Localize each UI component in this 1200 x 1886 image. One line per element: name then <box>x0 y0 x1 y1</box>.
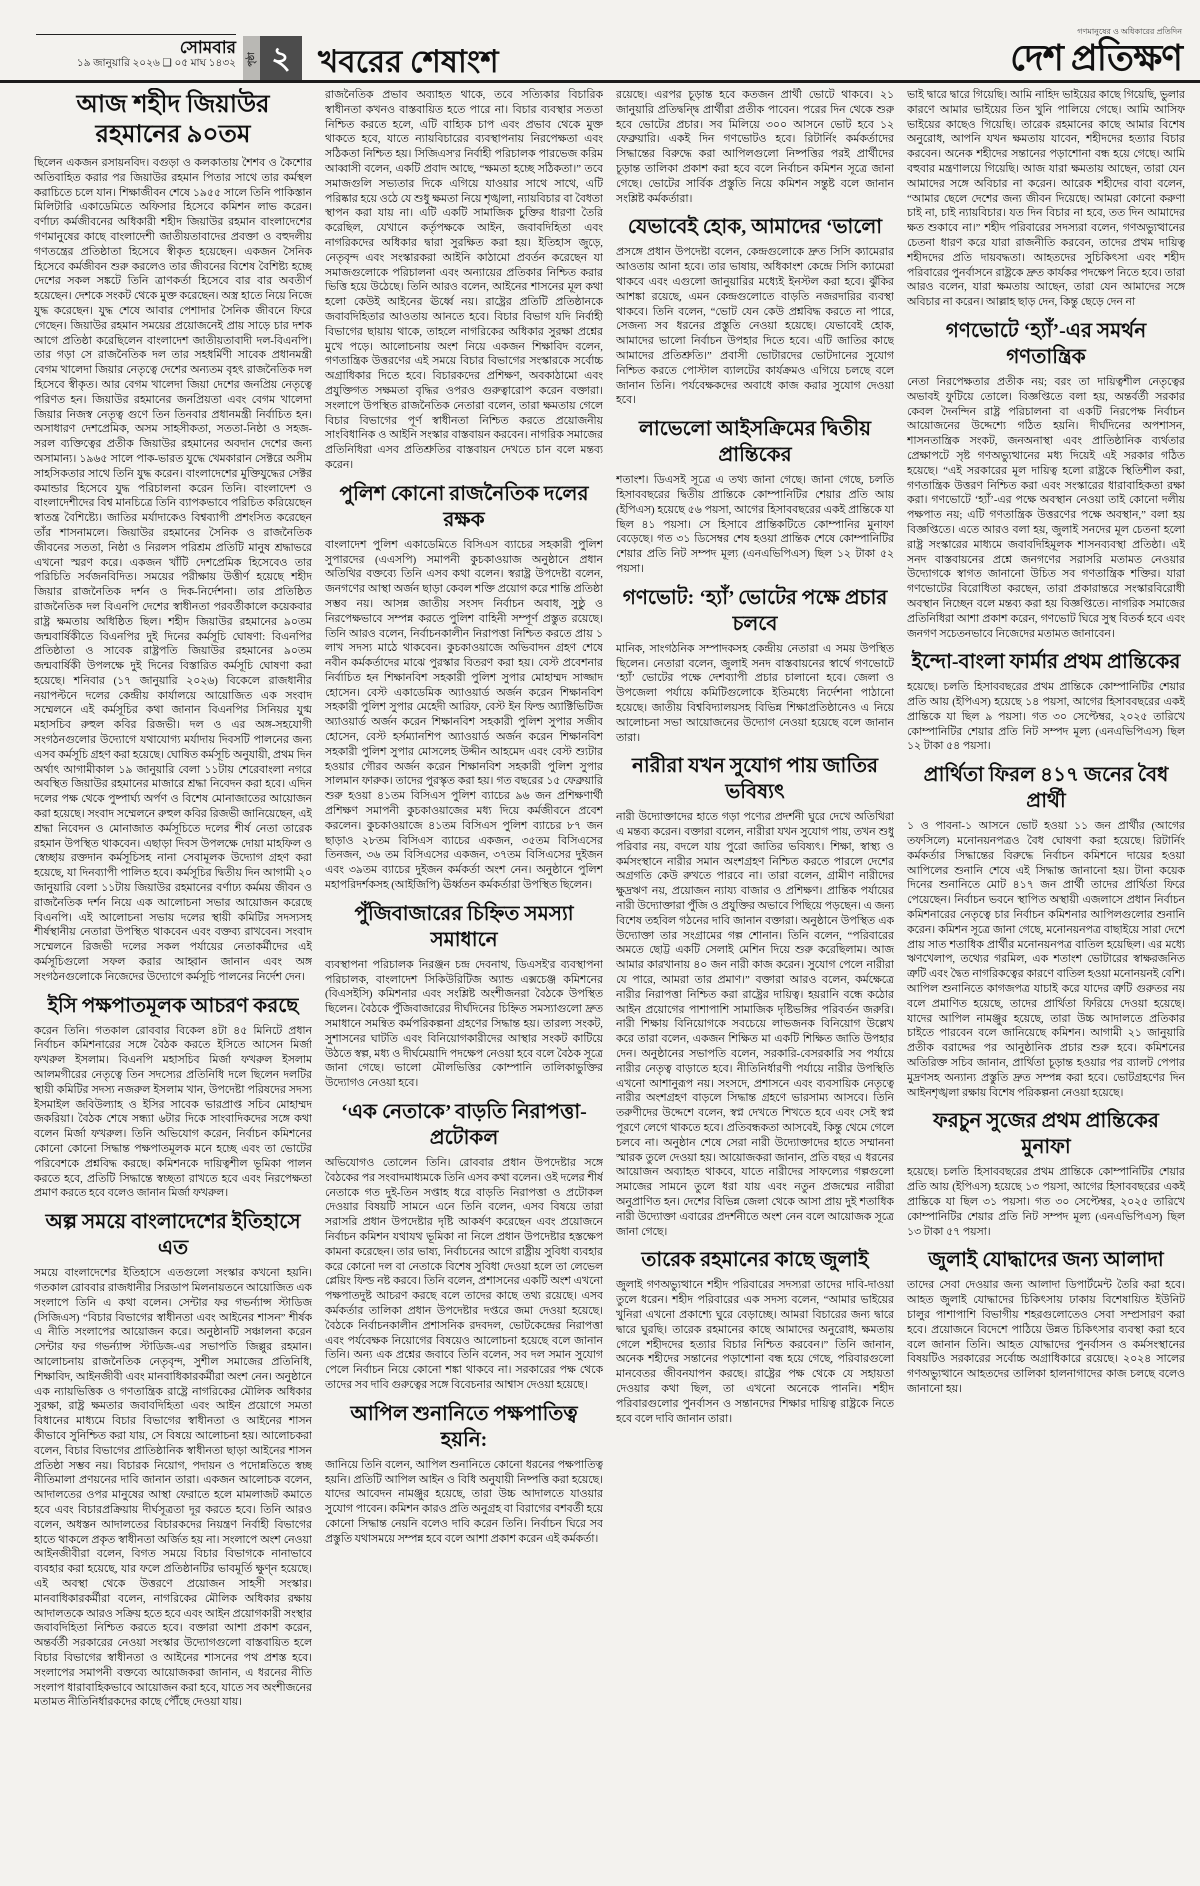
article-paragraph: ভাই দ্বারে দ্বারে গিয়েছি। আমি নাহিদ ভাইয়ের কাছে গিয়েছি, ভুলার কারণে আমার ভাইয়ের তিন খুনি পালিয়ে গেছে। আমি আসিফ ভাইয়ের কাছেও গিয়েছি। তারেক রহমানের কাছে আমার বিশেষ অনুরোধ, আপনি যখন ক্ষমতায় যাবেন, শহীদদের হত্যার বিচার করবেন। অনেক শহীদের সন্তানের পড়াশোনা বন্ধ হয়ে গেছে। আমি বহুবার মন্ত্রণালয়ে গিয়েছি। আজ যারা ক্ষমতায় আছেন, তারা যেন আমাদের সঙ্গে অবিচার না করেন। আরেক শহীদের বাবা বলেন, “আমার ছেলে দেশের জন্য জীবন দিয়েছে। আমরা কোনো করুণা চাই না, চাই ন্যায়বিচার। যত দিন বিচার না হবে, তত দিন আমাদের ক্ষত শুকাবে না।” শহীদ পরিবারের সদস্যরা বলেন, গণঅভ্যুত্থানের চেতনা ধারণ করে যারা রাজনীতি করবেন, তাদের প্রথম দায়িত্ব শহীদদের প্রতি দায়বদ্ধতা। আহতদের সুচিকিৎসা এবং শহীদ পরিবারের পুনর্বাসনে রাষ্ট্রকে দ্রুত কার্যকর পদক্ষেপ নিতে হবে। তারা আরও বলেন, যারা ক্ষমতায় আছেন, তারা যেন আমাদের সঙ্গে অবিচার না করেন। আল্লাহ ছাড় দেন, কিন্তু ছেড়ে দেন না <box>907 89 1185 309</box>
article-paragraph: অভিযোগও তোলেন তিনি। রোববার প্রধান উপদেষ্টার সঙ্গে বৈঠকের পর সংবাদমাধ্যমকে তিনি এসব কথা বলেন। ওই দলের শীর্ষ নেতাকে গত দুই-তিন সপ্তাহ ধরে বাড়তি নিরাপত্তা ও প্রটোকল দেওয়ার বিষয়টি সামনে এনে তিনি বলেন, এসব বিষয়ে তারা সরাসরি প্রধান উপদেষ্টার দৃষ্টি আকর্ষণ করেছেন এবং প্রয়োজনে নির্বাচন কমিশন যথাযথ ভূমিকা না নিলে প্রধান উপদেষ্টার হস্তক্ষেপ কামনা করেছেন। তার ভাষ্য, নির্বাচনের আগে রাষ্ট্রীয় সুবিধা ব্যবহার করে কোনো দল বা নেতাকে বিশেষ সুবিধা দেওয়া হলে তা লেভেল প্লেয়িং ফিল্ড নষ্ট করবে। তিনি বলেন, প্রশাসনের একটি অংশ এখনো পক্ষপাতদুষ্ট আচরণ করছে বলে তাদের কাছে তথ্য রয়েছে। এসব কর্মকর্তার তালিকা প্রধান উপদেষ্টার দপ্তরে জমা দেওয়া হয়েছে। বৈঠকে নির্বাচনকালীন প্রশাসনিক রদবদল, ভোটকেন্দ্রের নিরাপত্তা এবং পর্যবেক্ষক নিয়োগের বিষয়েও আলোচনা হয়েছে বলে জানান তিনি। অন্য এক প্রশ্নের জবাবে তিনি বলেন, সব দল সমান সুযোগ পেলে নির্বাচন নিয়ে কোনো শঙ্কা থাকবে না। সরকারের পক্ষ থেকে তাদের সব দাবি গুরুত্বের সঙ্গে বিবেচনার আশ্বাস দেওয়া হয়েছে। <box>325 1157 603 1391</box>
article-columns <box>34 88 1186 1880</box>
page-number: ২ <box>260 36 302 82</box>
article-paragraph: ছিলেন একজন রসায়নবিদ। বগুড়া ও কলকাতায় শৈশব ও কৈশোর অতিবাহিত করার পর জিয়াউর রহমান পিতার সাথে তার কর্মস্থল করাচিতে চলে যান। শিক্ষাজীবন শেষে ১৯৫৫ সালে তিনি পাকিস্তান মিলিটারি একাডেমিতে অফিসার হিসেবে কমিশন লাভ করেন। বর্ণাঢ্য কর্মজীবনের অধিকারী শহীদ জিয়াউর রহমান বাংলাদেশের গণমানুষের কাছে বাংলাদেশী জাতীয়তাবাদের প্রবক্তা ও বহুদলীয় গণতন্ত্রের প্রতিষ্ঠাতা হিসেবে স্বীকৃত হয়েছেন। একজন সৈনিক হিসেবে কর্মজীবন শুরু করলেও তার জীবনের বিশেষ বৈশিষ্ট্য হচ্ছে দেশের সকল সঙ্কটে তিনি ত্রাণকর্তা হিসেবে বার বার অবতীর্ণ হয়েছেন। দেশকে সংকট থেকে মুক্ত করেছেন। অস্ত্র হাতে নিয়ে নিজে যুদ্ধ করেছেন। যুদ্ধ শেষে আবার পেশাদার সৈনিক জীবনে ফিরে গেছেন। জিয়াউর রহমান সময়ের প্রয়োজনেই প্রায় সাড়ে চার দশক আগে প্রতিষ্ঠা করেছিলেন বাংলাদেশ জাতীয়তাবাদী দল-বিএনপি। তার গড়া সে রাজনৈতিক দল তার সহধর্মিণী সাবেক প্রধানমন্ত্রী বেগম খালেদা জিয়ার নেতৃত্বে দেশের অন্যতম বৃহৎ রাজনৈতিক দল হিসেবে স্বীকৃত। আর বেগম খালেদা জিয়া দেশের জনপ্রিয় নেতৃত্বে পরিণত হন। জিয়াউর রহমানের জনপ্রিয়তা এবং বেগম খালেদা জিয়ার নিজস্ব নেতৃত্ব গুণে তিন তিনবার প্রধানমন্ত্রী নির্বাচিত হন। অসাধারণ দেশপ্রেমিক, অসম সাহসীকতা, সততা-নিষ্ঠা ও সহজ-সরল ব্যক্তিত্বের প্রতীক জিয়াউর রহমানের অবদান দেশের জন্য অসামান্য। ১৯৬৫ সালে পাক-ভারত যুদ্ধে খেমকারান সেক্টরে অসীম সাহসিকতার সাথে তিনি যুদ্ধ করেন। বাংলাদেশের মুক্তিযুদ্ধের সেক্টর কমান্ডার হিসেবে যুদ্ধ পরিচালনা করেন তিনি। বাংলাদেশ ও বাংলাদেশীদের বিশ্ব মানচিত্রে তিনি ব্যাপকভাবে পরিচিত করিয়েছেন স্বাতন্ত্র বৈশিষ্ট্যে। জাতির মর্যাদাকেও বিশ্বব্যাপী প্রশংসিত করেছেন তাঁর শাসনামলে। জিয়াউর রহমানের সৈনিক ও রাজনৈতিক জীবনের সততা, নিষ্ঠা ও নিরলস পরিশ্রম প্রতিটি মানুষ শ্রদ্ধাভরে এখনো স্মরণ করে। একজন খাঁটি দেশপ্রেমিক হিসেবেও তার পরিচিতি সর্বজনবিদিত। সময়ের পরীক্ষায় উত্তীর্ণ হয়েছে শহীদ জিয়ার রাজনৈতিক দর্শন ও দিক-নির্দেশনা। তার প্রতিষ্ঠিত রাজনৈতিক দল বিএনপি দেশের স্বাধীনতা পরবর্তীকালে কয়েকবার রাষ্ট্র ক্ষমতায় অধিষ্ঠিত ছিল। শহীদ জিয়াউর রহমানের ৯০তম জন্মবার্ষিকীতে বিএনপির দুই দিনের কর্মসূচি ঘোষণা: বিএনপির প্রতিষ্ঠাতা ও সাবেক রাষ্ট্রপতি জিয়াউর রহমানের ৯০তম জন্মবার্ষিকী উপলক্ষে দুই দিনের বিস্তারিত কর্মসূচি ঘোষণা করা হয়েছে। শনিবার (১৭ জানুয়ারি ২০২৬) বিকেলে রাজধানীর নয়াপল্টনে দলের কেন্দ্রীয় কার্যালয়ে আয়োজিত এক সংবাদ সম্মেলনে এই কর্মসূচির কথা জানান বিএনপির সিনিয়র যুগ্ম মহাসচিব রুহুল কবির রিজভী। দল ও এর অঙ্গ-সহযোগী সংগঠনগুলোর উদ্যোগে যথাযোগ্য মর্যাদায় দিবসটি পালনের জন্য এসব কর্মসূচি গ্রহণ করা হয়েছে। ঘোষিত কর্মসূচি অনুযায়ী, প্রথম দিন অর্থাৎ আগামীকাল ১৯ জানুয়ারি বেলা ১১টায় শেরেবাংলা নগরে অবস্থিত জিয়াউর রহমানের মাজারে শ্রদ্ধা নিবেদন করা হবে। এদিন দলের পক্ষ থেকে পুষ্পার্ঘ্য অর্পণ ও বিশেষ মোনাজাতের আয়োজন করা হয়েছে। সংবাদ সম্মেলনে রুহুল কবির রিজভী জানিয়েছেন, এই শ্রদ্ধা নিবেদন ও মোনাজাত কর্মসূচিতে দলের শীর্ষ নেতা তারেক রহমান উপস্থিত থাকবেন। এছাড়া দিবস উপলক্ষে দোয়া মাহফিল ও স্বেচ্ছায় রক্তদান কর্মসূচিসহ নানা সেবামূলক উদ্যোগ গ্রহণ করা হয়েছে, যা দিনব্যাপী পালিত হবে। কর্মসূচির দ্বিতীয় দিন আগামী ২০ জানুয়ারি বেলা ১১টায় জিয়াউর রহমানের বর্ণাঢ্য কর্মময় জীবন ও রাজনৈতিক দর্শন নিয়ে এক আলোচনা সভার আয়োজন করেছে বিএনপি। এই আলোচনা সভায় দলের স্থায়ী কমিটির সদস্যসহ শীর্ষস্থানীয় নেতারা উপস্থিত থাকবেন এবং বক্তব্য রাখবেন। সংবাদ সম্মেলনে রিজভী দলের সকল পর্যায়ের নেতাকর্মীদের এই কর্মসূচিগুলো সফল করার আহ্বান জানান এবং অঙ্গ সংগঠনগুলোকে নিজেদের উদ্যোগে কর্মসূচি পালনের নির্দেশ দেন। <box>34 157 312 983</box>
weekday-label: সোমবার <box>179 38 236 57</box>
article-subhead: লাভেলো আইসক্রিমের দ্বিতীয় প্রান্তিকের <box>638 418 872 467</box>
article-paragraph: জুলাই গণঅভ্যুত্থানে শহীদ পরিবারের সদস্যরা তাদের দাবি-দাওয়া তুলে ধরেন। শহীদ পরিবারের এক সদস্য বলেন, “আমার ভাইয়ের খুনিরা এখনো প্রকাশ্যে ঘুরে বেড়াচ্ছে। আমরা বিচারের জন্য দ্বারে দ্বারে ঘুরছি। তারেক রহমানের কাছে আমাদের অনুরোধ, ক্ষমতায় গেলে শহীদদের হত্যার বিচার নিশ্চিত করবেন।” তিনি জানান, অনেক শহীদের সন্তানের পড়াশোনা বন্ধ হয়ে গেছে, পরিবারগুলো মানবেতর জীবনযাপন করছে। রাষ্ট্রের পক্ষ থেকে যে সহায়তা দেওয়ার কথা ছিল, তা এখনো অনেকে পাননি। শহীদ পরিবারগুলোর পুনর্বাসন ও সন্তানদের শিক্ষার দায়িত্ব রাষ্ট্রকে নিতে হবে বলে দাবি জানান তারা। <box>616 1279 894 1425</box>
section-title: খবরের শেষাংশ <box>318 44 499 79</box>
date-block <box>36 34 236 70</box>
page-word-strip <box>243 36 260 82</box>
article-paragraph: তাদের সেবা দেওয়ার জন্য আলাদা ডিপার্টমেন্ট তৈরি করা হবে। আহত জুলাই যোদ্ধাদের চিকিৎসায় ঢাকায় বিশেষায়িত ইউনিট চালুর পাশাপাশি বিভাগীয় শহরগুলোতেও সেবা সম্প্রসারণ করা হবে। প্রয়োজনে বিদেশে পাঠিয়ে উন্নত চিকিৎসার ব্যবস্থা করা হবে বলে জানান তিনি। আহত যোদ্ধাদের পুনর্বাসন ও কর্মসংস্থানের বিষয়টিও সরকারের সর্বোচ্চ অগ্রাধিকারে রয়েছে। ২০২৪ সালের গণঅভ্যুত্থানে আহতদের তালিকা হালনাগাদের কাজ চলছে বলেও জানানো হয়। <box>907 1279 1185 1395</box>
article-paragraph: সময়ে বাংলাদেশের ইতিহাসে এতগুলো সংস্কার কখনো হয়নি। গতকাল রোববার রাজধানীর সিরডাপ মিলনায়তনে আয়োজিত এক সংলাপে তিনি এ কথা বলেন। সেন্টার ফর গভর্ন্যান্স স্টাডিজ (সিজিএস) “বিচার বিভাগের স্বাধীনতা এবং আইনের শাসন” শীর্ষক এ নীতি সংলাপের আয়োজন করে। অনুষ্ঠানটি সঞ্চালনা করেন সেন্টার ফর গভর্ন্যান্স স্টাডিজ-এর সভাপতি জিল্লুর রহমান। আলোচনায় রাজনৈতিক নেতৃবৃন্দ, সুশীল সমাজের প্রতিনিধি, শিক্ষাবিদ, আইনজীবী এবং মানবাধিকারকর্মীরা অংশ নেন। অনুষ্ঠানে এক ন্যায়ভিত্তিক ও গণতান্ত্রিক রাষ্ট্রে নাগরিকের মৌলিক অধিকার সুরক্ষা, রাষ্ট্র ক্ষমতার জবাবদিহিতা এবং আইন প্রয়োগে সমতা বিধানের মাধ্যমে বিচার বিভাগের স্বাধীনতা ও আইনের শাসন কীভাবে সুনিশ্চিত করা যায়, সে বিষয়ে আলোচনা হয়। আলোচকরা বলেন, বিচার বিভাগের প্রাতিষ্ঠানিক স্বাধীনতা ছাড়া আইনের শাসন প্রতিষ্ঠা সম্ভব নয়। বিচারক নিয়োগ, পদায়ন ও পদোন্নতিতে স্বচ্ছ নীতিমালা প্রণয়নের দাবি জানান তারা। একজন আলোচক বলেন, আদালতের ওপর মানুষের আস্থা ফেরাতে হলে মামলাজট কমাতে হবে এবং বিচারপ্রক্রিয়ায় দীর্ঘসূত্রতা দূর করতে হবে। তিনি আরও বলেন, অধস্তন আদালতের বিচারকদের নিয়ন্ত্রণ নির্বাহী বিভাগের হাতে থাকলে প্রকৃত স্বাধীনতা অর্জিত হয় না। সংলাপে অংশ নেওয়া আইনজীবীরা বলেন, বিগত সময়ে বিচার বিভাগকে নানাভাবে ব্যবহার করা হয়েছে, যার ফলে প্রতিষ্ঠানটির ভাবমূর্তি ক্ষুণ্ন হয়েছে। এই অবস্থা থেকে উত্তরণে প্রয়োজন সাহসী সংস্কার। মানবাধিকারকর্মীরা বলেন, নাগরিকের মৌলিক অধিকার রক্ষায় আদালতকে আরও সক্রিয় হতে হবে এবং আইন প্রয়োগকারী সংস্থার জবাবদিহিতা নিশ্চিত করতে হবে। বক্তারা আশা প্রকাশ করেন, অন্তর্বর্তী সরকারের নেওয়া সংস্কার উদ্যোগগুলো বাস্তবায়িত হলে বিচার বিভাগের স্বাধীনতা ও আইনের শাসনের পথ প্রশস্ত হবে। সংলাপের সমাপনী বক্তব্যে আয়োজকরা জানান, এ ধরনের নীতি সংলাপ ধারাবাহিকভাবে আয়োজন করা হবে, যাতে সব অংশীজনের মতামত নীতিনির্ধারকদের কাছে পৌঁছে দেওয়া যায়। <box>34 1267 312 1709</box>
masthead <box>0 0 1200 82</box>
article-paragraph: শতাংশ। ডিএসই সূত্রে এ তথ্য জানা গেছে। জানা গেছে, চলতি হিসাববছরের দ্বিতীয় প্রান্তিকে কোম্পানিটির শেয়ার প্রতি আয় (ইপিএস) হয়েছে ৫৬ পয়সা, আগের হিসাববছরের একই প্রান্তিকে যা ছিল ৪১ পয়সা। সে হিসাবে প্রান্তিকটিতে কোম্পানির মুনাফা বেড়েছে। গত ৩১ ডিসেম্বর শেষ হওয়া প্রান্তিক শেষে কোম্পানিটির শেয়ার প্রতি নিট সম্পদ মূল্য (এনএভিপিএস) ছিল ১২ টাকা ৫২ পয়সা। <box>616 474 894 575</box>
column-4 <box>907 88 1185 1880</box>
article-subhead: ইন্দো-বাংলা ফার্মার প্রথম প্রান্তিকের <box>911 651 1181 674</box>
article-paragraph: ব্যবস্থাপনা পরিচালক নিরঞ্জন চন্দ্র দেবনাথ, ডিএসই'র ব্যবস্থাপনা পরিচালক, বাংলাদেশ সিকিউরিটিজ অ্যান্ড এক্সচেঞ্জ কমিশনের (বিএসইসি) কমিশনার এবং সংশ্লিষ্ট অংশীজনরা বৈঠকে উপস্থিত ছিলেন। বৈঠকে পুঁজিবাজারের দীর্ঘদিনের চিহ্নিত সমস্যাগুলো দ্রুত সমাধানে সমন্বিত কর্মপরিকল্পনা গ্রহণের সিদ্ধান্ত হয়। তারল্য সংকট, সুশাসনের ঘাটতি এবং বিনিয়োগকারীদের আস্থার সংকট কাটিয়ে উঠতে স্বল্প, মধ্য ও দীর্ঘমেয়াদি পদক্ষেপ নেওয়া হবে বলে বৈঠক সূত্রে জানা গেছে। ভালো মৌলভিত্তির কোম্পানি তালিকাভুক্তির উদ্যোগও নেওয়া হবে। <box>325 958 603 1090</box>
article-subhead: প্রার্থিতা ফিরল ৪১৭ জনের বৈধ প্রার্থী <box>923 764 1169 813</box>
article-paragraph: ১ ও পাবনা-১ আসনে ভোট হওয়া ১১ জন প্রার্থীর (আগের তফসিলে) মনোনয়নপত্রও বৈধ ঘোষণা করা হয়েছে। রিটার্নিং কর্মকর্তার সিদ্ধান্তের বিরুদ্ধে নির্বাচন কমিশনে দায়ের হওয়া আপিলের শুনানি শেষে এই সিদ্ধান্ত জানানো হয়। টানা কয়েক দিনের শুনানিতে মোট ৪১৭ জন প্রার্থী তাদের প্রার্থিতা ফিরে পেয়েছেন। নির্বাচন ভবনে স্থাপিত অস্থায়ী এজলাসে প্রধান নির্বাচন কমিশনারের নেতৃত্বে চার নির্বাচন কমিশনার আপিলগুলোর শুনানি করেন। কমিশন সূত্রে জানা গেছে, মনোনয়নপত্র বাছাইয়ে সারা দেশে প্রায় সাত শতাধিক প্রার্থীর মনোনয়নপত্র বাতিল হয়েছিল। এর মধ্যে ঋণখেলাপ, তথ্যের গরমিল, এক শতাংশ ভোটারের স্বাক্ষরজনিত ত্রুটি এবং দ্বৈত নাগরিকত্বের কারণে বাতিল হওয়া মনোনয়নই বেশি। আপিল শুনানিতে কাগজপত্র যাচাই করে যাদের ত্রুটি গুরুতর নয় বলে প্রমাণিত হয়েছে, তাদের প্রার্থিতা ফিরিয়ে দেওয়া হয়েছে। যাদের আপিল নামঞ্জুর হয়েছে, তারা উচ্চ আদালতে প্রতিকার চাইতে পারবেন বলে জানিয়েছে কমিশন। আগামী ২১ জানুয়ারি প্রতীক বরাদ্দের পর আনুষ্ঠানিক প্রচার শুরু হবে। কমিশনের অতিরিক্ত সচিব জানান, প্রার্থিতা চূড়ান্ত হওয়ার পর ব্যালট পেপার মুদ্রণসহ অন্যান্য প্রস্তুতি দ্রুত সম্পন্ন করা হবে। ভোটগ্রহণের দিন আইনশৃঙ্খলা রক্ষায় বিশেষ পরিকল্পনা নেওয়া হয়েছে। <box>907 820 1185 1099</box>
article-paragraph: মানিক, সাংগঠনিক সম্পাদকসহ কেন্দ্রীয় নেতারা এ সময় উপস্থিত ছিলেন। নেতারা বলেন, জুলাই সনদ বাস্তবায়নের স্বার্থে গণভোটে ‘হ্যাঁ’ ভোটের পক্ষে দেশব্যাপী প্রচার চালানো হবে। জেলা ও উপজেলা পর্যায়ে কমিটিগুলোকে ইতিমধ্যে নির্দেশনা পাঠানো হয়েছে। জাতীয় বিশ্ববিদ্যালয়সহ বিভিন্ন শিক্ষাপ্রতিষ্ঠানেও এ নিয়ে আলোচনা সভা আয়োজনের উদ্যোগ নেওয়া হয়েছে বলে জানান তারা। <box>616 642 894 744</box>
article-subhead: ইসি পক্ষপাতমূলক আচরণ করছে <box>47 994 299 1017</box>
article-subhead: নারীরা যখন সুযোগ পায় জাতির ভবিষ্যৎ <box>631 755 879 804</box>
article-paragraph: জানিয়ে তিনি বলেন, আপিল শুনানিতে কোনো ধরনের পক্ষপাতিত্ব হয়নি। প্রতিটি আপিল আইন ও বিধি অনুযায়ী নিষ্পত্তি করা হয়েছে। যাদের আবেদন নামঞ্জুর হয়েছে, তারা উচ্চ আদালতে যাওয়ার সুযোগ পাবেন। কমিশন কারও প্রতি অনুগ্রহ বা বিরাগের বশবর্তী হয়ে কোনো সিদ্ধান্ত নেয়নি বলেও দাবি করেন তিনি। নির্বাচন ঘিরে সব প্রস্তুতি যথাসময়ে সম্পন্ন হবে বলে আশা প্রকাশ করেন এই কর্মকর্তা। <box>325 1458 603 1545</box>
article-subhead: আপিল শুনানিতে পক্ষপাতিত্ব হয়নি: <box>350 1402 578 1451</box>
article-paragraph: নারী উদ্যোক্তাদের হাতে গড়া পণ্যের প্রদর্শনী ঘুরে দেখে অতিথিরা এ মন্তব্য করেন। বক্তারা বলেন, নারীরা যখন সুযোগ পায়, তখন শুধু পরিবার নয়, বদলে যায় পুরো জাতির ভবিষ্যৎ। শিক্ষা, স্বাস্থ্য ও কর্মসংস্থানে নারীর সমান অংশগ্রহণ নিশ্চিত করতে পারলে দেশের অগ্রগতি কেউ রুখতে পারবে না। তারা বলেন, গ্রামীণ নারীদের ক্ষুদ্রঋণ নয়, প্রয়োজন ন্যায্য বাজার ও প্রশিক্ষণ। প্রান্তিক পর্যায়ের নারী উদ্যোক্তারা পুঁজি ও প্রযুক্তির অভাবে পিছিয়ে পড়ছেন। এ জন্য বিশেষ তহবিল গঠনের দাবি জানান বক্তারা। অনুষ্ঠানে উপস্থিত এক উদ্যোক্তা তার সংগ্রামের গল্প শোনান। তিনি বলেন, “পরিবারের অমতে ছোট্ট একটি সেলাই মেশিন দিয়ে শুরু করেছিলাম। আজ আমার কারখানায় ৪০ জন নারী কাজ করেন। সুযোগ পেলে নারীরা যে পারে, আমরা তার প্রমাণ।” বক্তারা আরও বলেন, কর্মক্ষেত্রে নারীর নিরাপত্তা নিশ্চিত করা রাষ্ট্রের দায়িত্ব। হয়রানি বন্ধে কঠোর আইন প্রয়োগের পাশাপাশি সামাজিক দৃষ্টিভঙ্গির পরিবর্তন জরুরি। নারী শিক্ষায় বিনিয়োগকে সবচেয়ে লাভজনক বিনিয়োগ উল্লেখ করে তারা বলেন, একজন শিক্ষিত মা একটি শিক্ষিত জাতি উপহার দেন। অনুষ্ঠানের সভাপতি বলেন, সরকারি-বেসরকারি সব পর্যায়ে নারীর নেতৃত্ব বাড়াতে হবে। নীতিনির্ধারণী পর্যায়ে নারীর উপস্থিতি এখনো আশানুরূপ নয়। সংসদে, প্রশাসনে এবং ব্যবসায়িক নেতৃত্বে নারীর অংশগ্রহণ বাড়লে সিদ্ধান্ত গ্রহণে ভারসাম্য আসবে। তিনি তরুণীদের উদ্দেশে বলেন, স্বপ্ন দেখতে শিখতে হবে এবং সেই স্বপ্ন পূরণে লেগে থাকতে হবে। প্রতিবন্ধকতা আসবেই, কিন্তু থেমে গেলে চলবে না। অনুষ্ঠান শেষে সেরা নারী উদ্যোক্তাদের হাতে সম্মাননা স্মারক তুলে দেওয়া হয়। আয়োজকরা জানান, প্রতি বছর এ ধরনের আয়োজন অব্যাহত থাকবে, যাতে নারীদের সাফল্যের গল্পগুলো সমাজের সামনে তুলে ধরা যায় এবং নতুন প্রজন্মের নারীরা অনুপ্রাণিত হন। দেশের বিভিন্ন জেলা থেকে আসা প্রায় দুই শতাধিক নারী উদ্যোক্তা এবারের প্রদর্শনীতে অংশ নেন বলে আয়োজক সূত্রে জানা গেছে। <box>616 811 894 1238</box>
article-subhead: পুলিশ কোনো রাজনৈতিক দলের রক্ষক <box>339 482 589 531</box>
column-2 <box>325 88 603 1880</box>
article-subhead: ‘এক নেতাকে’ বাড়তি নিরাপত্তা-প্রটোকল <box>341 1101 587 1150</box>
article-paragraph: রাজনৈতিক প্রভাব অব্যাহত থাকে, তবে সত্যিকার বিচারিক স্বাধীনতা কখনও বাস্তবায়িত হতে পারে না। বিচার ব্যবস্থার সততা নিশ্চিত করতে হলে, এটি বাহ্যিক চাপ এবং প্রভাব থেকে মুক্ত থাকতে হবে, যাতে ন্যায়বিচারের ব্যবস্থাপনায় নিরপেক্ষতা এবং সঠিকতা নিশ্চিত হয়। সিজিএস'র নির্বাহী পরিচালক পারভেজ করিম আব্বাসী বলেন, একটি প্রবাদ আছে, “ক্ষমতা হচ্ছে সঠিকতা।” তবে সমাজগুলি সভ্যতার দিকে এগিয়ে যাওয়ার সাথে সাথে, এটি পরিষ্কার হয়ে ওঠে যে শুধু ক্ষমতা নিয়ে শৃঙ্খলা, ন্যায়বিচার বা বৈধতা স্থাপন করা যায় না। এটি একটি সামাজিক চুক্তির ধারণা তৈরি করেছিল, যেখানে কর্তৃপক্ষকে আইন, জবাবদিহিতা এবং নাগরিকদের অধিকার দ্বারা সুরক্ষিত করা হয়। ইতিহাস জুড়ে, নেতৃবৃন্দ এবং সংস্কারকরা আইনি কাঠামো প্রবর্তন করেছেন যা সমাজগুলোকে পরিচালনা এবং অন্যায়ের প্রতিকার নিশ্চিত করার ভিত্তি হয়ে উঠেছে। তিনি আরও বলেন, আইনের শাসনের মূল কথা হলো কেউই আইনের ঊর্ধ্বে নয়। রাষ্ট্রের প্রতিটি প্রতিষ্ঠানকে জবাবদিহিতার আওতায় আনতে হবে। বিচার বিভাগ যদি নির্বাহী বিভাগের ছায়ায় থাকে, তাহলে নাগরিকের অধিকার সুরক্ষা প্রশ্নের মুখে পড়ে। আলোচনায় অংশ নিয়ে একজন শিক্ষাবিদ বলেন, গণতান্ত্রিক উত্তরণের এই সময়ে বিচার বিভাগের সংস্কারকে সর্বোচ্চ অগ্রাধিকার দিতে হবে। বিচারকদের প্রশিক্ষণ, অবকাঠামো এবং প্রযুক্তিগত সক্ষমতা বৃদ্ধির ওপরও গুরুত্বারোপ করেন বক্তারা। সংলাপে উপস্থিত রাজনৈতিক নেতারা বলেন, তারা ক্ষমতায় গেলে বিচার বিভাগের পূর্ণ স্বাধীনতা নিশ্চিত করতে প্রয়োজনীয় সাংবিধানিক ও আইনি সংস্কার বাস্তবায়ন করবেন। নাগরিক সমাজের প্রতিনিধিরা এসব প্রতিশ্রুতির বাস্তবায়ন দেখতে চান বলে মন্তব্য করেন। <box>325 89 603 471</box>
article-paragraph: রয়েছে। এরপর চূড়ান্ত হবে কতজন প্রার্থী ভোটে থাকবে। ২১ জানুয়ারি প্রতিদ্বন্দ্বি প্রার্থীরা প্রতীক পাবেন। পরের দিন থেকে শুরু হবে ভোটের প্রচার। সব মিলিয়ে ৩০০ আসনে ভোট হবে ১২ ফেব্রুয়ারি। একই দিন গণভোটও হবে। রিটার্নিং কর্মকর্তাদের সিদ্ধান্তের বিরুদ্ধে করা আপিলগুলো নিষ্পত্তির পরই প্রার্থীদের চূড়ান্ত তালিকা প্রকাশ করা হবে বলে নির্বাচন কমিশন সূত্রে জানা গেছে। ভোটের সার্বিক প্রস্তুতি নিয়ে কমিশন সন্তুষ্ট বলে জানান সংশ্লিষ্ট কর্মকর্তারা। <box>616 89 894 205</box>
column-3 <box>616 88 894 1880</box>
masthead-bottom-rule <box>0 80 1200 83</box>
article-subhead: পুঁজিবাজারের চিহ্নিত সমস্যা সমাধানে <box>354 902 574 951</box>
article-subhead: ফরচুন সুজের প্রথম প্রান্তিকের মুনাফা <box>933 1110 1159 1159</box>
article-paragraph: নেতা নিরপেক্ষতার প্রতীক নয়; বরং তা দায়িত্বশীল নেতৃত্বের অভাবই ফুটিয়ে তোলে। বিজ্ঞপ্তিতে বলা হয়, অন্তর্বর্তী সরকার কেবল দৈনন্দিন রাষ্ট্র পরিচালনা বা একটি নিরপেক্ষ নির্বাচন আয়োজনের উদ্দেশ্যে গঠিত হয়নি। দীর্ঘদিনের অপশাসন, শাসনতান্ত্রিক সংকট, জনঅনাস্থা এবং প্রাতিষ্ঠানিক ব্যর্থতার প্রেক্ষাপটে সৃষ্ট গণঅভ্যুত্থানের মধ্য দিয়েই এই সরকার গঠিত হয়েছে। “এই সরকারের মূল দায়িত্ব হলো রাষ্ট্রকে স্থিতিশীল করা, গণতান্ত্রিক উত্তরণ নিশ্চিত করা এবং সংস্কারের ধারাবাহিকতা রক্ষা করা। গণভোটে ‘হ্যাঁ’-এর পক্ষে অবস্থান নেওয়া তাই কোনো দলীয় পক্ষপাত নয়; এটি গণতান্ত্রিক উত্তরণের পক্ষে অবস্থান,” বলা হয় বিজ্ঞপ্তিতে। এতে আরও বলা হয়, জুলাই সনদের মূল চেতনা হলো রাষ্ট্র সংস্কারের মাধ্যমে জবাবদিহিমূলক শাসনব্যবস্থা প্রতিষ্ঠা। এই সনদ বাস্তবায়নের প্রশ্নে জনগণের সরাসরি মতামত নেওয়ার উদ্যোগকে স্বাগত জানানো উচিত সব গণতান্ত্রিক শক্তির। যারা গণভোটের বিরোধিতা করছেন, তারা প্রকারান্তরে সংস্কারবিরোধী অবস্থান নিচ্ছেন বলে মন্তব্য করা হয় বিজ্ঞপ্তিতে। নাগরিক সমাজের প্রতিনিধিরা আশা প্রকাশ করেন, গণভোট ঘিরে সুস্থ বিতর্ক হবে এবং জনগণ সচেতনভাবে নিজেদের মতামত জানাবেন। <box>907 375 1185 640</box>
article-paragraph: হয়েছে। চলতি হিসাববছরের প্রথম প্রান্তিকে কোম্পানিটির শেয়ার প্রতি আয় (ইপিএস) হয়েছে ১৪ পয়সা, আগের হিসাববছরের একই প্রান্তিকে যা ছিল ৯ পয়সা। গত ৩০ সেপ্টেম্বর, ২০২৫ তারিখে কোম্পানিটির শেয়ার প্রতি নিট সম্পদ মূল্য (এনএভিপিএস) ছিল ১২ টাকা ৫৪ পয়সা। <box>907 681 1185 753</box>
brand-tagline: গণমানুষের ও অধিকারের প্রতিদিন <box>1077 27 1182 36</box>
article-subhead: গণভোট: ‘হ্যাঁ’ ভোটের পক্ষে প্রচার চলবে <box>622 586 888 635</box>
article-headline: আজ শহীদ জিয়াউর রহমানের ৯০তম <box>76 91 270 148</box>
date-line: ১৯ জানুয়ারি ২০২৬ ❑ ০৫ মাঘ ১৪৩২ <box>76 58 236 69</box>
page-word-label: পৃষ্ঠা <box>246 51 256 67</box>
brand-block <box>1010 26 1182 76</box>
article-paragraph: বাংলাদেশ পুলিশ একাডেমিতে বিসিএস ব্যাচের সহকারী পুলিশ সুপারদের (এএসপি) সমাপনী কুচকাওয়াজ অনুষ্ঠানে প্রধান অতিথির বক্তব্যে তিনি এসব কথা বলেন। স্বরাষ্ট্র উপদেষ্টা বলেন, জনগণের আস্থা অর্জন ছাড়া কেবল শক্তি প্রয়োগ করে শান্তি প্রতিষ্ঠা সম্ভব নয়। আসন্ন জাতীয় সংসদ নির্বাচন অবাধ, সুষ্ঠু ও নিরপেক্ষভাবে সম্পন্ন করতে পুলিশ বাহিনী সম্পূর্ণ প্রস্তুত রয়েছে। তিনি আরও বলেন, নির্বাচনকালীন নিরাপত্তা নিশ্চিত করতে প্রায় ১ লাখ সদস্য মাঠে থাকবেন। কুচকাওয়াজে অভিবাদন গ্রহণ শেষে নবীন কর্মকর্তাদের মাঝে পুরস্কার বিতরণ করা হয়। বেস্ট প্রবেশনার নির্বাচিত হন শিক্ষানবিশ সহকারী পুলিশ সুপার মোহাম্মদ সাজ্জাদ হোসেন। বেস্ট একাডেমিক অ্যাওয়ার্ড অর্জন করেন শিক্ষানবিশ সহকারী পুলিশ সুপার মেহেদী আরিফ, বেস্ট ইন ফিল্ড অ্যাক্টিভিটিজ অ্যাওয়ার্ড অর্জন করেন শিক্ষানবিশ সহকারী পুলিশ সুপার সজীব হোসেন, বেস্ট হর্সম্যানশিপ অ্যাওয়ার্ড অর্জন করেন শিক্ষানবিশ সহকারী পুলিশ সুপার মোসলেহ উদ্দীন আহমেদ এবং বেস্ট শ্যুটার হওয়ার গৌরব অর্জন করেন শিক্ষানবিশ সহকারী পুলিশ সুপার সালমান ফারুক। তাদের পুরস্কৃত করা হয়। গত বছরের ১৫ ফেব্রুয়ারি শুরু হওয়া ৪১তম বিসিএস পুলিশ ব্যাচের ৯৬ জন প্রশিক্ষণার্থী প্রশিক্ষণ সমাপনী কুচকাওয়াজের মধ্য দিয়ে কর্মজীবনে প্রবেশ করলেন। কুচকাওয়াজে ৪১তম বিসিএস পুলিশ ব্যাচের ৮৭ জন ছাড়াও ২৮তম বিসিএস ব্যাচের একজন, ৩৫তম বিসিএসের তিনজন, ৩৬ তম বিসিএসের একজন, ৩৭তম বিসিএসের দুইজন এবং ৩৯তম ব্যাচের দুইজন কর্মকর্তা অংশ নেন। অনুষ্ঠানে পুলিশ মহাপরিদর্শকসহ (আইজিপি) ঊর্ধ্বতন কর্মকর্তারা উপস্থিত ছিলেন। <box>325 538 603 892</box>
page-number-box <box>243 36 302 82</box>
masthead-rule-left <box>36 34 236 35</box>
article-subhead: যেভাবেই হোক, আমাদের ‘ভালো <box>627 216 883 239</box>
article-paragraph: হয়েছে। চলতি হিসাববছরের প্রথম প্রান্তিকে কোম্পানিটির শেয়ার প্রতি আয় (ইপিএস) হয়েছে ১৩ পয়সা, আগের হিসাববছরের একই প্রান্তিকে যা ছিল ৩১ পয়সা। গত ৩০ সেপ্টেম্বর, ২০২৫ তারিখে কোম্পানিটির শেয়ার প্রতি নিট সম্পদ মূল্য (এনএভিপিএস) ছিল ১৩ টাকা ৫৭ পয়সা। <box>907 1166 1185 1238</box>
newspaper-logo: দেশ প্রতিক্ষণ <box>1010 38 1182 78</box>
article-paragraph: করেন তিনি। গতকাল রোববার বিকেল ৪টা ৪৫ মিনিটে প্রধান নির্বাচন কমিশনারের সঙ্গে বৈঠক করতে ইসিতে আসেন মির্জা ফখরুল ইসলাম। বিএনপি মহাসচিব মির্জা ফখরুল ইসলাম আলমগীরের নেতৃত্বে তিন সদস্যের প্রতিনিধি দলে ছিলেন দলটির স্থায়ী কমিটির সদস্য নজরুল ইসলাম খান, উপদেষ্টা পরিষদের সদস্য ইসমাইল জবিউল্যাহ ও ইসির সাবেক ভারপ্রাপ্ত সচিব মোহাম্মদ জকরিয়া। বৈঠক শেষে সন্ধ্যা ৬টার দিকে সাংবাদিকদের সঙ্গে কথা বলেন মির্জা ফখরুল। তিনি অভিযোগ করেন, নির্বাচন কমিশনের কোনো কোনো সিদ্ধান্ত পক্ষপাতমূলক মনে হচ্ছে এবং তা ভোটের পরিবেশকে প্রশ্নবিদ্ধ করছে। কমিশনকে দায়িত্বশীল ভূমিকা পালন করতে হবে, প্রতিটি সিদ্ধান্তে স্বচ্ছতা রাখতে হবে এবং নিরপেক্ষতা প্রমাণ করতে হবে বলেও জানান মির্জা ফখরুল। <box>34 1024 312 1200</box>
article-subhead: জুলাই যোদ্ধাদের জন্য আলাদা <box>928 1249 1164 1272</box>
article-subhead: গণভোটে ‘হ্যাঁ’-এর সমর্থন গণতান্ত্রিক <box>945 319 1147 368</box>
article-subhead: তারেক রহমানের কাছে জুলাই <box>641 1249 869 1272</box>
column-1 <box>34 88 312 1880</box>
article-subhead: অল্প সময়ে বাংলাদেশের ইতিহাসে এত <box>45 1211 301 1260</box>
article-paragraph: প্রসঙ্গে প্রধান উপদেষ্টা বলেন, কেন্দ্রগুলোকে দ্রুত সিসি ক্যামেরার আওতায় আনা হবে। তার ভাষায়, অধিকাংশ কেন্দ্রে সিসি ক্যামেরা থাকবে এবং এগুলো জানুয়ারির মধ্যেই ইনস্টল করা হবে। ঝুঁকির আশঙ্কা রয়েছে, এমন কেন্দ্রগুলোতে বাড়তি নজরদারির ব্যবস্থা থাকবে। তিনি বলেন, “ভোট যেন কেউ প্রশ্নবিদ্ধ করতে না পারে, সেজন্য সব ধরনের প্রস্তুতি নেওয়া হয়েছে। যেভাবেই হোক, আমাদের ভালো নির্বাচন উপহার দিতে হবে। এটি জাতির কাছে আমাদের প্রতিশ্রুতি।” প্রবাসী ভোটারদের ভোটদানের সুযোগ নিশ্চিত করতে পোস্টাল ব্যালটের কার্যক্রমও এগিয়ে চলছে বলে জানান তিনি। পর্যবেক্ষকদের অবাধে কাজ করার সুযোগ দেওয়া হবে। <box>616 246 894 407</box>
